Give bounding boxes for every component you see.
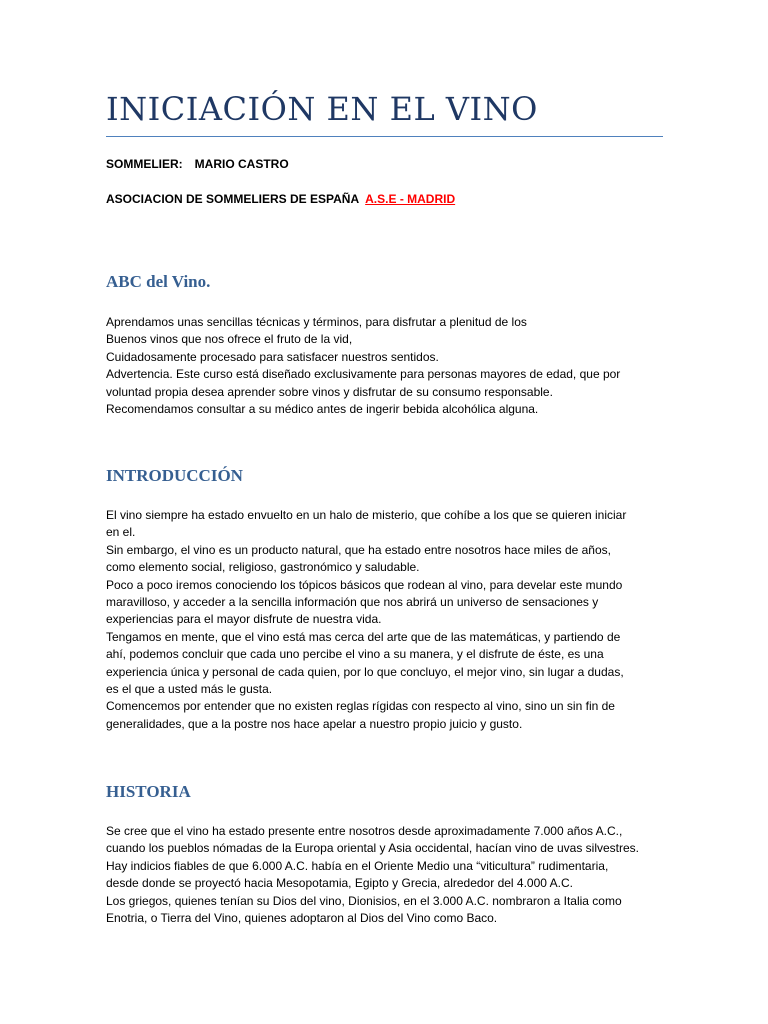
paragraph-line: como elemento social, religioso, gastronómico y saludable. [106,560,420,575]
paragraph-line: en el. [106,525,136,540]
paragraph-line: Advertencia. Este curso está diseñado exclusivamente para personas mayores de edad, que por [106,367,621,382]
association-link[interactable]: A.S.E - MADRID [365,192,456,206]
paragraph-line: Tengamos en mente, que el vino está mas cerca del arte que de las matemáticas, y partiendo de [106,629,621,644]
paragraph-line: Se cree que el vino ha estado presente entre nosotros desde aproximadamente 7.000 años A.C., [106,824,623,838]
sommelier-line [106,157,289,172]
paragraph-line: Los griegos, quienes tenían su Dios del vino, Dionisios, en el 3.000 A.C. nombraron a Italia como [106,893,622,908]
paragraph-line: generalidades, que a la postre nos hace apelar a nuestro propio juicio y gusto. [106,716,523,731]
paragraph-line: Recomendamos consultar a su médico antes de ingerir bebida alcohólica alguna. [106,402,539,417]
paragraph-line: Comencemos por entender que no existen reglas rígidas con respecto al vino, sino un sin fin de [106,699,615,714]
document-title: INICIACIÓN EN EL VINO [106,90,538,128]
paragraph-line: desde donde se proyectó hacia Mesopotamia, Egipto y Grecia, alrededor del 4.000 A.C. [106,876,573,891]
section-body-abc [106,314,666,418]
section-heading-introduccion: INTRODUCCIÓN [106,466,243,485]
paragraph-line: Buenos vinos que nos ofrece el fruto de la vid, [106,332,353,347]
paragraph-line: ahí, podemos concluir que cada uno percibe el vino a su manera, y el disfrute de éste, es una [106,647,604,662]
paragraph-line: Cuidadosamente procesado para satisfacer nuestros sentidos. [106,349,439,364]
association-label: ASOCIACION DE SOMMELIERS DE ESPAÑA [106,192,360,206]
paragraph-line: Hay indicios fiables de que 6.000 A.C. había en el Oriente Medio una “viticultura” rudimentaria, [106,858,609,873]
section-heading-historia: HISTORIA [106,782,191,801]
section-body-introduccion [106,507,666,733]
sommelier-name: MARIO CASTRO [194,157,289,171]
paragraph-line: Sin embargo, el vino es un producto natural, que ha estado entre nosotros hace miles de años, [106,542,611,557]
paragraph-line: Enotria, o Tierra del Vino, quienes adoptaron al Dios del Vino como Baco. [106,911,498,926]
association-line [106,192,455,207]
section-heading-abc: ABC del Vino. [106,272,211,291]
paragraph-line: experiencias para el mayor disfrute de nuestra vida. [106,612,382,627]
paragraph-line: voluntad propia desea aprender sobre vinos y disfrutar de su consumo responsable. [106,384,553,399]
paragraph-line: cuando los pueblos nómadas de la Europa oriental y Asia occidental, hacían vino de uvas silvestres. [106,841,639,856]
title-underline [106,136,663,137]
paragraph-line: es el que a usted más le gusta. [106,682,273,697]
paragraph-line: experiencia única y personal de cada quien, por lo que concluyo, el mejor vino, sin lugar a dudas, [106,664,624,679]
sommelier-label: SOMMELIER: [106,157,183,171]
paragraph-line: maravilloso, y acceder a la sencilla información que nos abrirá un universo de sensaciones y [106,595,599,610]
paragraph-line: Poco a poco iremos conociendo los tópicos básicos que rodean al vino, para develar este mundo [106,577,623,592]
paragraph-line: Aprendamos unas sencillas técnicas y términos, para disfrutar a plenitud de los [106,315,527,329]
section-body-historia [106,823,666,927]
paragraph-line: El vino siempre ha estado envuelto en un halo de misterio, que cohíbe a los que se quieren iniciar [106,508,627,522]
